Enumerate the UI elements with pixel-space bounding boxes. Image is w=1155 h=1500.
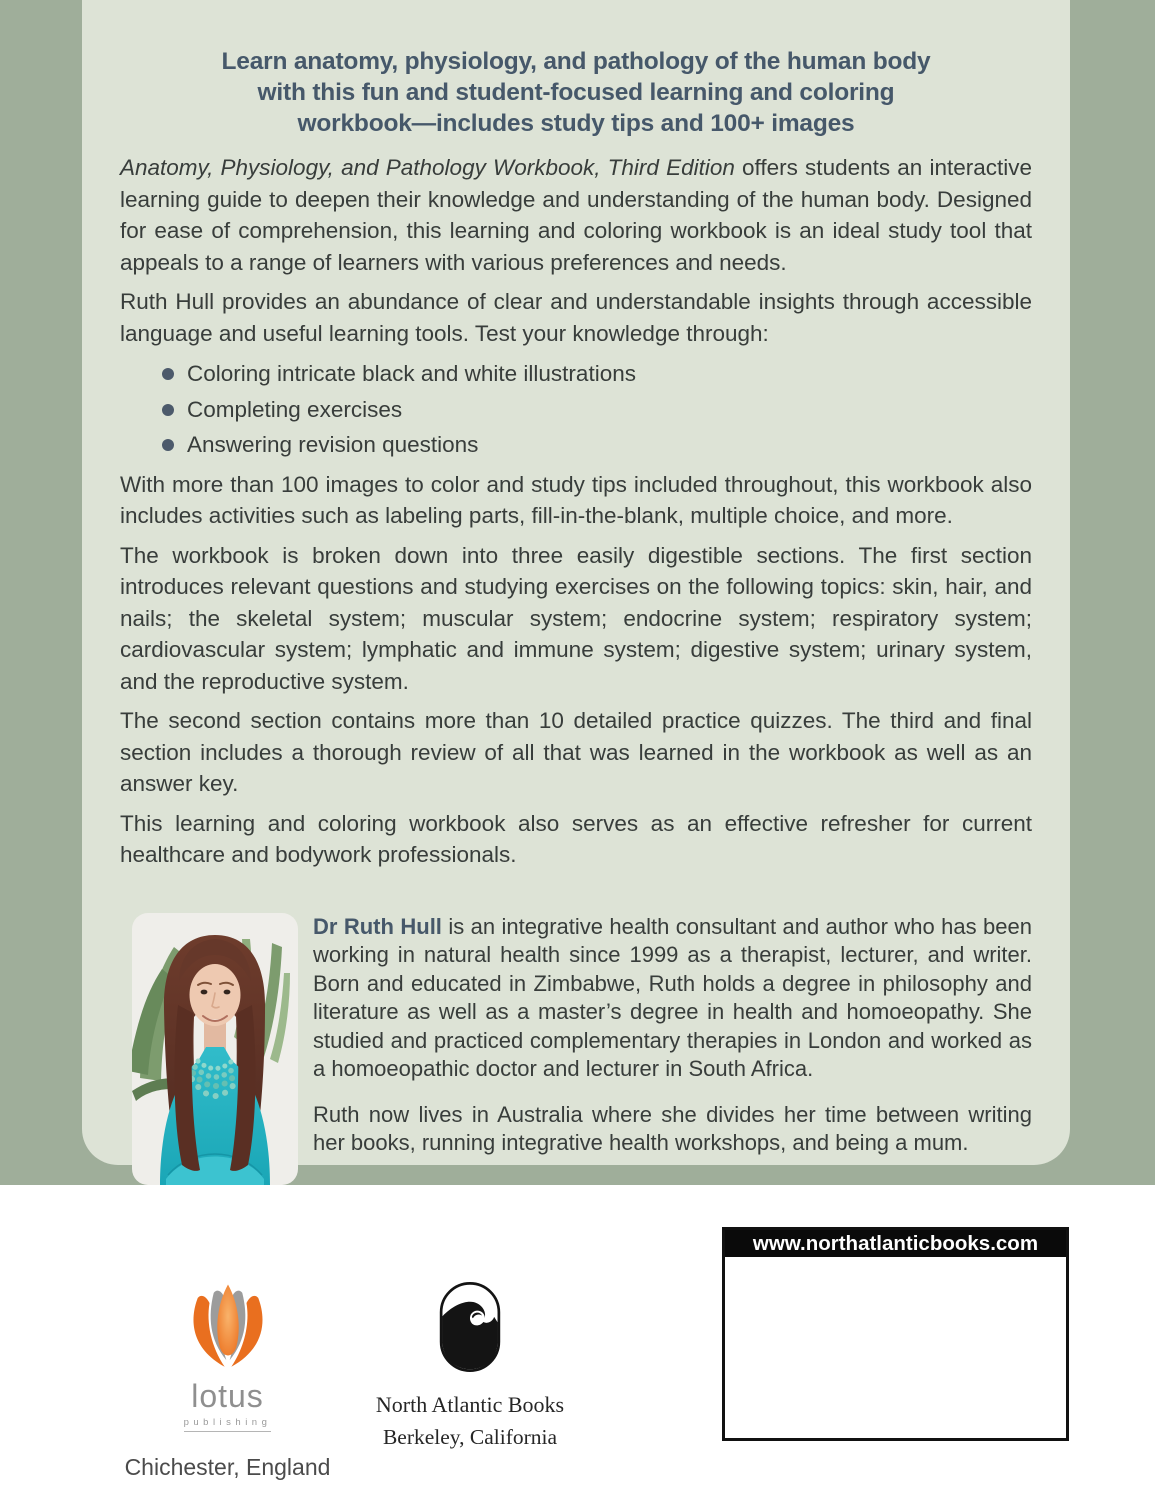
wave-logo-icon [433, 1280, 507, 1374]
refresher-paragraph: This learning and coloring workbook also serves as an effective refresher for current healthcare and bodywork professionals. [120, 810, 1032, 867]
bullet-list [120, 358, 1032, 461]
author-bio-paragraph-2: Ruth now lives in Australia where she divides her time between writing her books, running integrative health workshops, and being a mum. [313, 1101, 1032, 1155]
quizzes-paragraph: The second section contains more than 10 detailed practice quizzes. The third and final section includes a thorough review of all that was learned in the workbook as well as an answer key. [120, 708, 1032, 796]
author-photo [132, 913, 298, 1185]
author-section [120, 913, 1032, 1185]
knowledge-paragraph: Ruth Hull provides an abundance of clear and understandable insights through accessible language and useful learning tools. Test your knowledge through: [120, 289, 1032, 346]
intro-paragraph: Anatomy, Physiology, and Pathology Workbook, Third Edition offers students an interactive learning guide to deepen their knowledge and understanding of the human body. Designed for ease of comprehension, this learning and coloring workbook is an ideal study tool that appeals to a range of learners with various preferences and needs. [120, 155, 1032, 275]
headline-line-1: Learn anatomy, physiology, and pathology of the human body [221, 48, 931, 75]
bullet-item: Coloring intricate black and white illustrations [162, 358, 1032, 390]
author-bio-paragraph: Dr Ruth Hull is an integrative health consultant and author who has been working in natural health since 1999 as a therapist, lecturer, and writer. Born and educated in Zimbabwe, Ruth holds a degree in philosophy and literature as well as a master’s degree in health and homoeopathy. She studied and practiced complementary therapies in London and worked as a homoeopathic doctor and lecturer in South Africa. [313, 913, 1032, 1081]
publisher-footer [0, 1185, 1155, 1500]
north-atlantic-books-block [360, 1280, 580, 1450]
website-url: www.northatlanticbooks.com [752, 1232, 1039, 1255]
content-panel [82, 0, 1070, 1165]
bullet-item: Completing exercises [162, 394, 1032, 426]
lotus-wordmark: lotus [191, 1378, 264, 1414]
sections-paragraph: The workbook is broken down into three easily digestible sections. The first section introduces relevant questions and studying exercises on the following topics: skin, hair, and nails; the skeletal system; muscular system; endocrine system; respiratory system; cardiovascular system; lymphatic and immune system; digestive system; urinary system, and the reproductive system. [120, 542, 1032, 694]
bullet-item: Answering revision questions [162, 429, 1032, 461]
lotus-publishing-label: publishing [184, 1415, 272, 1432]
lotus-publishing-block [120, 1280, 335, 1481]
author-photo-illustration [132, 913, 298, 1185]
author-name: Dr Ruth Hull [313, 913, 442, 939]
lotus-flower-icon [186, 1280, 270, 1378]
author-bio [313, 913, 1032, 1185]
nab-location: Berkeley, California [382, 1425, 558, 1449]
body-copy [120, 152, 1032, 871]
headline-line-2: with this fun and student-focused learning and coloring [257, 79, 895, 106]
images-paragraph: With more than 100 images to color and study tips included throughout, this workbook also includes activities such as labeling parts, fill-in-the-blank, multiple choice, and more. [120, 471, 1032, 528]
nab-name: North Atlantic Books [375, 1392, 565, 1417]
barcode-box [722, 1227, 1069, 1441]
headline-line-3: workbook—includes study tips and 100+ images [297, 110, 855, 137]
lotus-location: Chichester, England [124, 1454, 331, 1480]
headline [166, 46, 986, 139]
website-bar [725, 1230, 1066, 1257]
book-title-italic: Anatomy, Physiology, and Pathology Workbook, Third Edition [120, 155, 735, 180]
